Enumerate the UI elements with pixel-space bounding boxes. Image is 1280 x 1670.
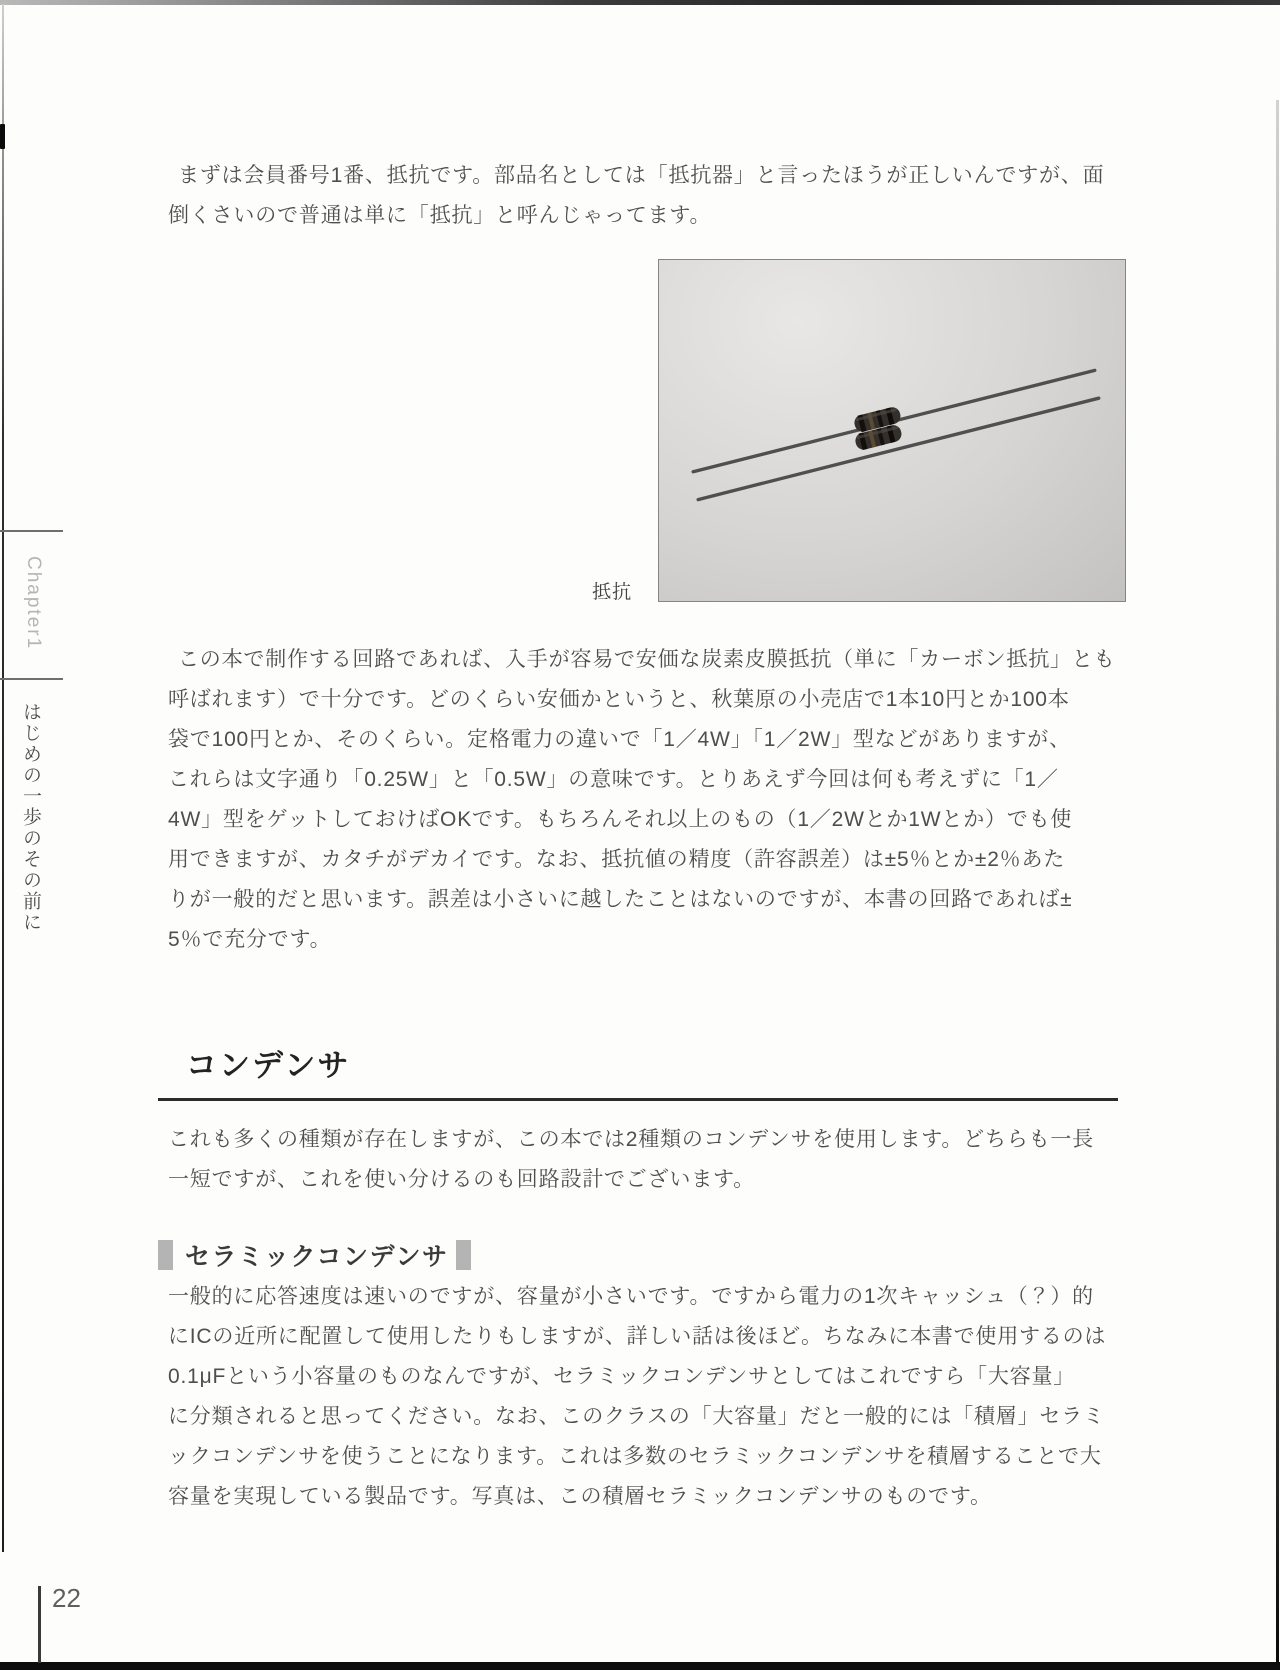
page-number: 22 bbox=[52, 1583, 81, 1613]
ceramic-paragraph bbox=[168, 1277, 1120, 1517]
chapter-label: Chapter1 bbox=[23, 556, 44, 651]
page-left-edge-mark bbox=[0, 124, 5, 149]
page-bottom-edge bbox=[0, 1662, 1280, 1670]
text-line: 容量を実現している製品です。写真は、この積層セラミックコンデンサのものです。 bbox=[168, 1485, 992, 1508]
text-line: に分類されると思ってください。なお、このクラスの「大容量」だと一般的には「積層」セラミ bbox=[168, 1405, 1105, 1428]
text-line: まずは会員番号1番、抵抗です。部品名としては「抵抗器」と言ったほうが正しいんですが、面 bbox=[178, 164, 1105, 187]
page-right-edge bbox=[1276, 100, 1279, 1662]
page-top-edge bbox=[0, 0, 1280, 5]
text-line: 一般的に応答速度は速いのですが、容量が小さいです。ですから電力の1次キャッシュ（？）的 bbox=[168, 1285, 1094, 1308]
page-left-edge bbox=[2, 4, 4, 1552]
text-line: 4W」型をゲットしておけばOKです。もちろんそれ以上のもの（1／2Wとか1Wとか）でも使 bbox=[168, 808, 1073, 831]
text-line: これも多くの種類が存在しますが、この本では2種類のコンデンサを使用します。どちらも一長 bbox=[168, 1128, 1094, 1151]
capacitor-intro-paragraph bbox=[168, 1120, 1120, 1200]
heading-marker-icon bbox=[456, 1240, 471, 1270]
text-line: これらは文字通り「0.25W」と「0.5W」の意味です。とりあえず今回は何も考えずに「1／ bbox=[168, 768, 1059, 791]
chapter-title-vertical: はじめの一歩のその前に bbox=[20, 702, 41, 933]
text-line: りが一般的だと思います。誤差は小さいに越したことはないのですが、本書の回路であれば± bbox=[168, 888, 1073, 911]
text-line: この本で制作する回路であれば、入手が容易で安価な炭素皮膜抵抗（単に「カーボン抵抗」とも bbox=[178, 648, 1116, 671]
section-heading-rule bbox=[158, 1098, 1118, 1101]
text-line: 5％で充分です。 bbox=[168, 928, 332, 951]
text-line: にICの近所に配置して使用したりもしますが、詳しい話は後ほど。ちなみに本書で使用するのは bbox=[168, 1325, 1107, 1348]
text-line: ックコンデンサを使うことになります。これは多数のセラミックコンデンサを積層することで大 bbox=[168, 1445, 1102, 1468]
text-line: 倒くさいので普通は単に「抵抗」と呼んじゃってます。 bbox=[168, 204, 712, 227]
text-line: 一短ですが、これを使い分けるのも回路設計でございます。 bbox=[168, 1168, 755, 1191]
heading-marker-icon bbox=[158, 1240, 173, 1270]
text-line: 0.1μFという小容量のものなんですが、セラミックコンデンサとしてはこれですら「大容量」 bbox=[168, 1365, 1076, 1388]
section-heading-capacitor: コンデンサ bbox=[186, 1048, 351, 1083]
figure-caption: 抵抗 bbox=[592, 582, 633, 603]
intro-paragraph bbox=[168, 156, 1120, 236]
text-line: 用できますが、カタチがデカイです。なお、抵抗値の精度（許容誤差）は±5％とか±2％あた bbox=[168, 848, 1066, 871]
text-line: 袋で100円とか、そのくらい。定格電力の違いで「1／4W」「1／2W」型などがありますが、 bbox=[168, 728, 1071, 751]
text-line: 呼ばれます）で十分です。どのくらい安価かというと、秋葉原の小売店で1本10円とか100本 bbox=[168, 688, 1070, 711]
subsection-heading-text: セラミックコンデンサ bbox=[185, 1242, 449, 1271]
sidebar-divider-bottom bbox=[0, 678, 63, 680]
sidebar-divider-top bbox=[0, 530, 63, 532]
subsection-heading-ceramic bbox=[158, 1239, 471, 1270]
resistor-illustration bbox=[659, 260, 1125, 601]
resistor-photo bbox=[658, 259, 1126, 602]
resistor-paragraph bbox=[168, 640, 1120, 960]
page-number-divider bbox=[38, 1586, 41, 1663]
